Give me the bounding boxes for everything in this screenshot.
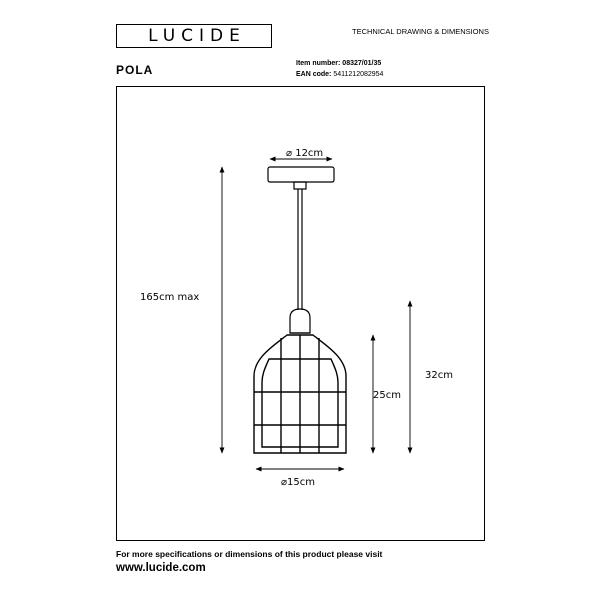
- footer-website-link[interactable]: www.lucide.com: [116, 562, 206, 574]
- ean-label: EAN code:: [296, 71, 332, 78]
- brand-logo-text: LUCIDE: [148, 26, 246, 46]
- ean-value: 5411212082954: [333, 71, 384, 78]
- body-height-label: 32cm: [425, 370, 453, 381]
- shade-height-label: 25cm: [373, 390, 401, 401]
- document-type: TECHNICAL DRAWING & DIMENSIONS: [352, 27, 489, 36]
- item-number-label: Item number:: [296, 60, 341, 67]
- shade-diameter-label: ⌀15cm: [281, 477, 315, 488]
- footer-note: For more specifications or dimensions of this product please visit: [116, 549, 383, 559]
- product-name: POLA: [116, 63, 154, 77]
- cage-shade: [254, 335, 346, 453]
- canopy-diameter-label: ⌀ 12cm: [286, 148, 324, 159]
- item-number-value: 08327/01/35: [342, 60, 382, 67]
- cord: [298, 189, 302, 310]
- dimension-labels: [140, 148, 453, 488]
- canopy: [268, 167, 334, 189]
- total-height-label: 165cm max: [140, 292, 200, 303]
- lamp-socket: [290, 309, 310, 333]
- dimension-lines: [222, 159, 410, 469]
